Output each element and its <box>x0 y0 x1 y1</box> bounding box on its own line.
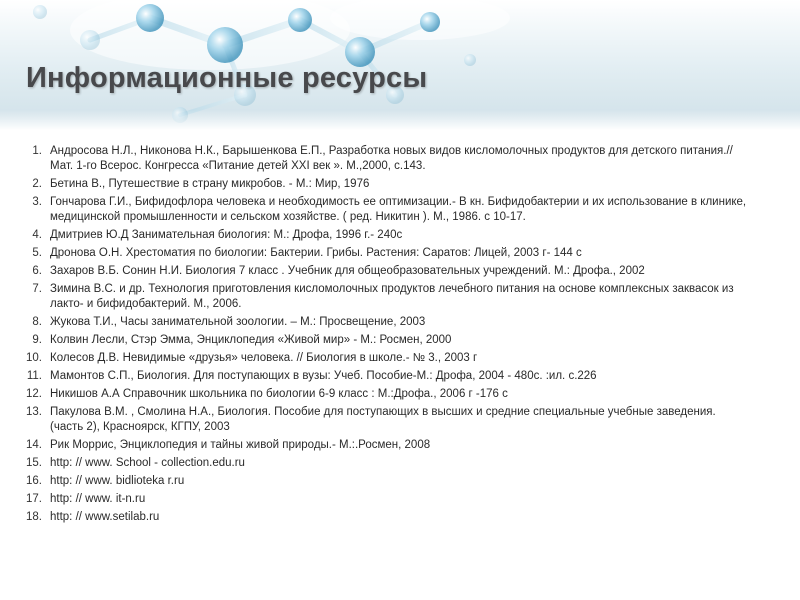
reference-number: 1. <box>32 145 42 157</box>
reference-number: 10. <box>26 352 42 364</box>
reference-number: 6. <box>32 265 42 277</box>
reference-text: Мамонтов С.П., Биология. Для поступающих в вузы: Учеб. Пособие-М.: Дрофа, 2004 - 480с. :ил. с.226 <box>50 370 597 382</box>
reference-text: Зимина В.С. и др. Технология приготовления кисломолочных продуктов лечебного питания на основе комплексных заквасок из лакто- и бифидобактерий. М., 2006. <box>50 283 734 310</box>
reference-item <box>0 405 800 438</box>
reference-text: Колесов Д.В. Невидимые «друзья» человека. // Биология в школе.- № 3., 2003 г <box>50 352 478 364</box>
reference-number: 14. <box>26 439 42 451</box>
reference-text: Бетина В., Путешествие в страну микробов. - М.: Мир, 1976 <box>50 178 370 190</box>
reference-item <box>0 177 800 195</box>
reference-text: Никишов А.А Справочник школьника по биологии 6-9 класс : М.:Дрофа., 2006 г -176 с <box>50 388 508 400</box>
reference-link[interactable]: http: // www.setilab.ru <box>50 511 160 523</box>
reference-item <box>0 144 800 177</box>
reference-number: 18. <box>26 511 42 523</box>
reference-number: 8. <box>32 316 42 328</box>
reference-item <box>0 510 800 528</box>
reference-text: Дмитриев Ю.Д Занимательная биология: М.: Дрофа, 1996 г.- 240с <box>50 229 403 241</box>
reference-link[interactable]: http: // www. it-n.ru <box>50 493 146 505</box>
reference-number: 12. <box>26 388 42 400</box>
reference-text: Гончарова Г.И., Бифидофлора человека и необходимость ее оптимизации.- В кн. Бифидобактерии и их использование в клинике, медицинской промышленности и сельском хозяйстве. ( ред. Никитин ). М., 1986. с 10-17. <box>50 196 747 223</box>
reference-item <box>0 456 800 474</box>
reference-number: 17. <box>26 493 42 505</box>
reference-text: Колвин Лесли, Стэр Эмма, Энциклопедия «Живой мир» - М.: Росмен, 2000 <box>50 334 452 346</box>
reference-item <box>0 246 800 264</box>
reference-number: 16. <box>26 475 42 487</box>
reference-number: 9. <box>32 334 42 346</box>
reference-text: Дронова О.Н. Хрестоматия по биологии: Бактерии. Грибы. Растения: Саратов: Лицей, 2003 г- 144 с <box>50 247 582 259</box>
reference-text: Пакулова В.М. , Смолина Н.А., Биология. Пособие для поступающих в высших и средние специальные учебные заведения. (часть 2), Красноярск, КГПУ, 2003 <box>50 406 716 433</box>
reference-item <box>0 282 800 315</box>
reference-item <box>0 315 800 333</box>
reference-item <box>0 351 800 369</box>
reference-text: Рик Моррис, Энциклопедия и тайны живой природы.- М.:.Росмен, 2008 <box>50 439 431 451</box>
reference-number: 4. <box>32 229 42 241</box>
reference-item <box>0 438 800 456</box>
reference-item <box>0 333 800 351</box>
reference-item <box>0 387 800 405</box>
reference-item <box>0 228 800 246</box>
reference-link[interactable]: http: // www. bidlioteka r.ru <box>50 475 185 487</box>
reference-text: Жукова Т.И., Часы занимательной зоологии. – М.: Просвещение, 2003 <box>50 316 426 328</box>
reference-list <box>0 144 800 528</box>
reference-number: 5. <box>32 247 42 259</box>
reference-number: 3. <box>32 196 42 208</box>
reference-item <box>0 474 800 492</box>
reference-item <box>0 264 800 282</box>
reference-link[interactable]: http: // www. School - collection.edu.ru <box>50 457 245 469</box>
reference-item <box>0 492 800 510</box>
reference-number: 13. <box>26 406 42 418</box>
reference-text: Захаров В.Б. Сонин Н.И. Биология 7 класс . Учебник для общеобразовательных учреждений. М.: Дрофа., 2002 <box>50 265 645 277</box>
reference-item <box>0 195 800 228</box>
reference-item <box>0 369 800 387</box>
slide-title: Информационные ресурсы <box>26 62 428 94</box>
reference-text: Андросова Н.Л., Никонова Н.К., Барышенкова Е.П., Разработка новых видов кисломолочных продуктов для детского питания.// Мат. 1-го Всерос. Конгресса «Питание детей XXI век ». М.,2000, с.143. <box>50 145 733 172</box>
reference-number: 2. <box>32 178 42 190</box>
reference-number: 11. <box>26 370 42 382</box>
reference-number: 7. <box>32 283 42 295</box>
reference-number: 15. <box>26 457 42 469</box>
